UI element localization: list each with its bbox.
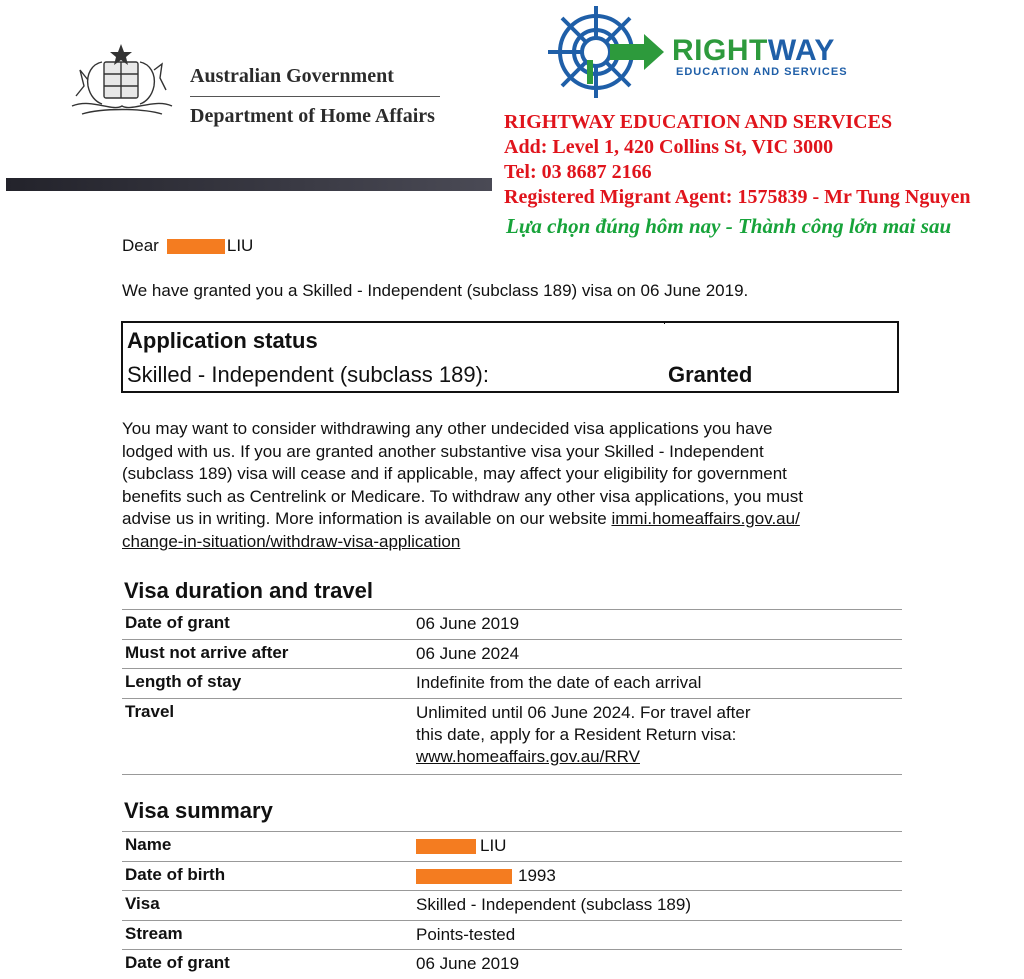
row-value: Indefinite from the date of each arrival — [416, 673, 702, 692]
compass-logo — [540, 4, 670, 104]
brand-way: WAY — [767, 34, 835, 67]
name-surname: LIU — [480, 836, 507, 855]
table-row — [122, 831, 902, 861]
row-value: Skilled - Independent (subclass 189) — [416, 895, 691, 914]
row-value: 06 June 2019 — [416, 954, 520, 973]
department-name: Department of Home Affairs — [190, 105, 435, 127]
brand-subtitle: EDUCATION AND SERVICES — [676, 66, 848, 78]
row-value — [415, 865, 902, 891]
dob-year: 1993 — [518, 865, 556, 885]
header-bar — [6, 178, 492, 191]
brand-wordmark — [672, 34, 835, 68]
table-row — [122, 861, 902, 891]
table-row — [122, 639, 902, 669]
table-row — [122, 668, 902, 698]
withdraw-link-part1[interactable]: immi.homeaffairs.gov.au/ — [611, 509, 800, 528]
paragraph-line — [122, 508, 912, 531]
withdrawal-paragraph — [122, 418, 912, 553]
paragraph-line — [122, 531, 912, 554]
paragraph-line: lodged with us. If you are granted another substantive visa your Skilled - Independent — [122, 441, 764, 461]
row-value: 06 June 2019 — [416, 614, 520, 633]
row-value — [415, 835, 902, 861]
travel-line: this date, apply for a Resident Return visa: — [416, 724, 737, 744]
row-label: Date of grant — [125, 613, 230, 632]
table-row — [122, 920, 902, 950]
travel-value — [415, 702, 902, 774]
coat-of-arms-logo — [62, 40, 182, 130]
status-divider — [664, 321, 665, 324]
header-divider — [190, 96, 440, 97]
brand-right: RIGHT — [672, 34, 768, 67]
table-row — [122, 609, 902, 639]
status-visa: Skilled - Independent (subclass 189): — [127, 362, 489, 387]
row-label: Date of birth — [125, 864, 226, 884]
travel-line: Unlimited until 06 June 2024. For travel after — [416, 702, 751, 722]
agent-telephone: Tel: 03 8687 2166 — [504, 161, 652, 183]
redacted-birth-date — [416, 869, 512, 884]
row-label: Visa — [125, 894, 160, 913]
agent-registration: Registered Migrant Agent: 1575839 - Mr Tung Nguyen — [504, 186, 971, 208]
paragraph-line: benefits such as Centrelink or Medicare. To withdraw any other visa applications, you must — [122, 486, 803, 506]
duration-section-title: Visa duration and travel — [124, 578, 374, 603]
salutation-surname: LIU — [226, 236, 254, 255]
agent-slogan: Lựa chọn đúng hôm nay - Thành công lớn mai sau — [506, 214, 952, 238]
salutation-word: Dear — [122, 236, 159, 255]
withdraw-link-part2[interactable]: change-in-situation/withdraw-visa-application — [122, 531, 461, 551]
redacted-given-name — [167, 239, 225, 254]
redacted-given-name — [416, 839, 476, 854]
row-label: Travel — [125, 701, 175, 721]
summary-table — [122, 831, 902, 979]
row-value: Points-tested — [416, 924, 516, 944]
table-row — [122, 698, 902, 775]
row-label: Length of stay — [125, 672, 242, 691]
agent-name: RIGHTWAY EDUCATION AND SERVICES — [504, 111, 893, 133]
row-label: Must not arrive after — [125, 642, 289, 662]
row-label: Stream — [125, 923, 183, 943]
summary-section-title: Visa summary — [124, 798, 273, 823]
status-title: Application status — [127, 328, 318, 353]
grant-sentence: We have granted you a Skilled - Independent (subclass 189) visa on 06 June 2019. — [122, 281, 749, 300]
paragraph-line: You may want to consider withdrawing any other undecided visa applications you have — [122, 419, 773, 438]
table-row — [122, 890, 902, 920]
table-row — [122, 949, 902, 979]
salutation — [122, 236, 253, 256]
row-value: 06 June 2024 — [416, 643, 520, 663]
agent-address: Add: Level 1, 420 Collins St, VIC 3000 — [504, 136, 834, 158]
row-label: Date of grant — [125, 953, 230, 972]
government-name: Australian Government — [190, 65, 394, 87]
status-value: Granted — [668, 362, 753, 387]
paragraph-last-prefix: advise us in writing. More information is available on our website — [122, 509, 612, 528]
duration-table — [122, 609, 902, 775]
row-label: Name — [125, 835, 172, 854]
rrv-link[interactable]: www.homeaffairs.gov.au/RRV — [416, 746, 640, 766]
paragraph-line: (subclass 189) visa will cease and if applicable, may affect your eligibility for government — [122, 464, 787, 483]
